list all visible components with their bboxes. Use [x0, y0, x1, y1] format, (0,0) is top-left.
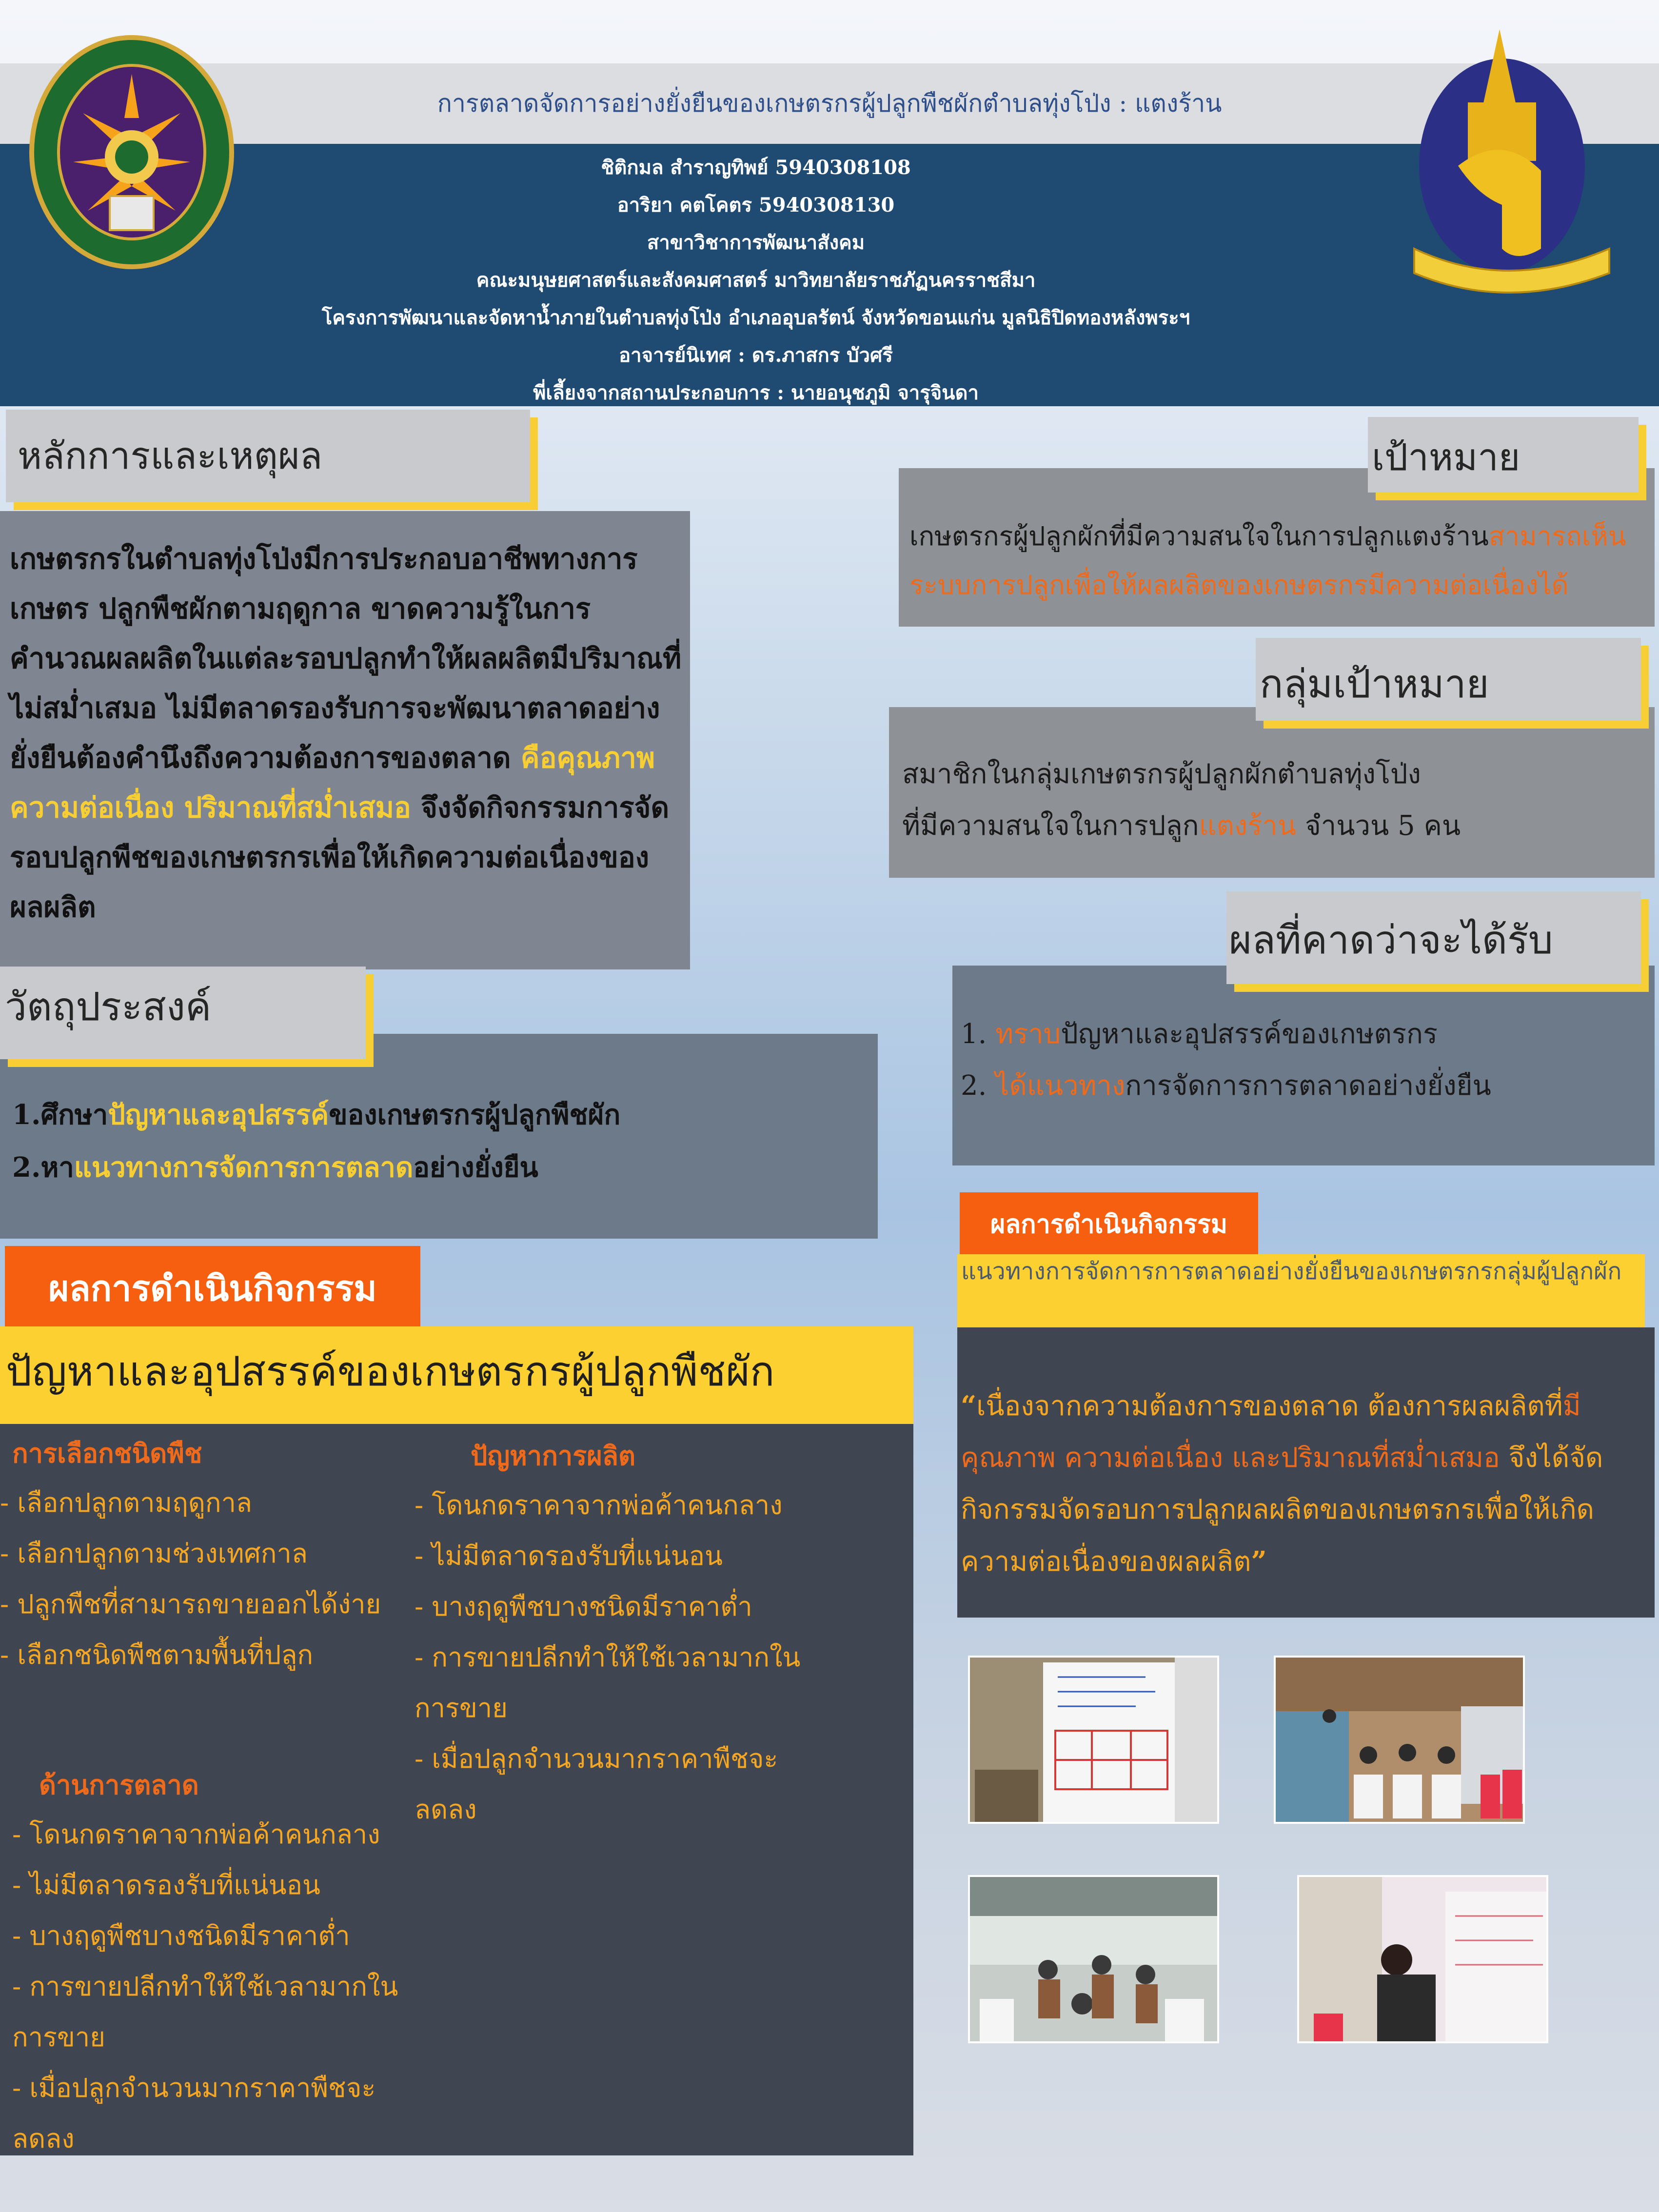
expected-item-1 [961, 1008, 1643, 1060]
expected-item-2-post: การจัดการการตลาดอย่างยั่งยืน [1125, 1070, 1491, 1102]
goal-text-a: เกษตรกรผู้ปลูกผักที่มีความสนใจในการปลูกแตงร้าน [909, 521, 1489, 552]
quote-open: “ [961, 1390, 977, 1422]
production-problem-item: - โดนกดราคาจากพ่อค้าคนกลาง [415, 1490, 783, 1521]
expected-item-1-num: 1. [961, 1018, 996, 1050]
author-info [244, 149, 1268, 412]
expected-list [961, 1008, 1643, 1112]
production-problem-item: - เมื่อปลูกจำนวนมากราคาพืชจะลดลง [415, 1743, 778, 1825]
rationale-highlight: คือคุณภาพ ความต่อเนื่อง ปริมาณที่สม่ำเสมอ [10, 741, 655, 824]
expected-item-2-num: 2. [961, 1070, 996, 1102]
expected-item-2 [961, 1060, 1643, 1112]
photo-meeting-room [1274, 1656, 1525, 1824]
target-highlight: แตงร้าน [1199, 810, 1297, 842]
project: โครงการพัฒนาและจัดหาน้ำภายในตำบลทุ่งโป่ง อำเภออุบลรัตน์ จังหวัดขอนแก่น มูลนิธิปิดทองหลังพระฯ [321, 306, 1190, 329]
university-logo [29, 35, 234, 269]
results-button-right: ผลการดำเนินกิจกรรม [960, 1192, 1258, 1257]
goal-heading: เป้าหมาย [1368, 417, 1639, 493]
objective-1-highlight: ปัญหาและอุปสรรค์ [108, 1099, 329, 1131]
plant-selection-heading: การเลือกชนิดพืช [12, 1438, 202, 1469]
col-marketing [12, 1760, 402, 2164]
marketing-item: - โดนกดราคาจากพ่อค้าคนกลาง [12, 1819, 380, 1850]
target-group-heading: กลุ่มเป้าหมาย [1256, 638, 1641, 721]
expected-heading: ผลที่คาดว่าจะได้รับ [1226, 891, 1641, 984]
rationale-heading: หลักการและเหตุผล [6, 410, 530, 502]
expected-item-2-highlight: ได้แนวทาง [995, 1070, 1126, 1102]
production-problems-heading: ปัญหาการผลิต [471, 1440, 636, 1471]
plant-selection-item: - เลือกปลูกตามฤดูกาล [0, 1487, 253, 1518]
photo-presenter [1297, 1875, 1548, 2043]
rationale-text [10, 534, 683, 932]
author-2: อาริยา คตโคตร 5940308130 [617, 194, 895, 217]
target-line-2 [902, 800, 1643, 852]
photo-whiteboard [968, 1656, 1219, 1824]
pidthong-logo [1395, 20, 1624, 302]
guideline-bar: แนวทางการจัดการการตลาดอย่างยั่งยืนของเกษตรกรกลุ่มผู้ปลูกผัก [957, 1254, 1645, 1327]
major: สาขาวิชาการพัฒนาสังคม [647, 231, 865, 254]
results-button-left: ผลการดำเนินกิจกรรม [5, 1246, 420, 1331]
problems-bar: ปัญหาและอุปสรรค์ของเกษตรกรผู้ปลูกพืชผัก [0, 1326, 913, 1424]
quote-close: ” [1251, 1545, 1267, 1578]
goal-text [909, 512, 1651, 610]
photo-discussion [968, 1875, 1219, 2043]
rationale-text-b: จึงจัดกิจกรรมการจัดรอบปลูกพืชของเกษตรกรเพื่อให้เกิดความต่อเนื่องของผลผลิต [10, 791, 670, 924]
objective-1 [12, 1088, 866, 1141]
plant-selection-item: - ปลูกพืชที่สามารถขายออกได้ง่าย [0, 1589, 381, 1620]
production-problem-item: - ไม่มีตลาดรองรับที่แน่นอน [415, 1540, 723, 1571]
objectives-heading: วัตถุประสงค์ [0, 967, 366, 1059]
objective-2-post: อย่างยั่งยืน [413, 1151, 538, 1184]
plant-selection-item: - เลือกปลูกตามช่วงเทศกาล [0, 1538, 308, 1569]
objectives-list [12, 1088, 866, 1194]
marketing-heading: ด้านการตลาด [39, 1769, 199, 1800]
author-1: ชิติกมล สำราญทิพย์ 5940308108 [601, 156, 911, 179]
faculty: คณะมนุษยศาสตร์และสังคมศาสตร์ มาวิทยาลัยราชภัฏนครราชสีมา [476, 269, 1036, 292]
objective-2-highlight: แนวทางการจัดการการตลาด [74, 1151, 414, 1184]
marketing-item: - บางฤดูพืชบางชนิดมีราคาต่ำ [12, 1920, 350, 1951]
page-title: การตลาดจัดการอย่างยั่งยืนของเกษตรกรผู้ปลูกพืชผักตำบลทุ่งโป่ง : แตงร้าน [437, 89, 1222, 118]
production-problem-item: - การขายปลีกทำให้ใช้เวลามากในการขาย [415, 1642, 801, 1723]
quote-text-b: จึงได้จัดกิจกรรมจัดรอบการปลูกผลผลิตของเกษตรกรเพื่อให้เกิดความต่อเนื่องของผลผลิต [961, 1442, 1603, 1578]
target-line-2-b: จำนวน 5 คน [1296, 810, 1461, 842]
rationale-text-a: เกษตรกรในตำบลทุ่งโป่งมีการประกอบอาชีพทางการเกษตร ปลูกพืชผักตามฤดูกาล ขาดความรู้ในการคำนวณผลผลิตในแต่ละรอบปลูกทำให้ผลผลิตมีปริมาณที่ไม่สม่ำเสมอ ไม่มีตลาดรองรับการจะพัฒนาตลาดอย่างยั่งยืนต้องคำนึงถึงความต้องการของตลาด [10, 542, 682, 774]
marketing-item: - การขายปลีกทำให้ใช้เวลามากในการขาย [12, 1971, 398, 2053]
col-plant-selection [0, 1429, 400, 1680]
objective-2 [12, 1141, 866, 1194]
quote-text [961, 1380, 1643, 1588]
target-line-1: สมาชิกในกลุ่มเกษตรกรผู้ปลูกผักตำบลทุ่งโป่ง [902, 758, 1421, 790]
marketing-item: - ไม่มีตลาดรองรับที่แน่นอน [12, 1870, 320, 1900]
quote-highlight: มีคุณภาพ ความต่อเนื่อง และปริมาณที่สม่ำเสมอ [961, 1390, 1581, 1474]
plant-selection-item: - เลือกชนิดพืชตามพื้นที่ปลูก [0, 1639, 314, 1670]
expected-item-1-highlight: ทราบ [995, 1018, 1061, 1050]
advisor: อาจารย์นิเทศ : ดร.ภาสกร บัวศรี [619, 344, 893, 367]
production-problem-item: - บางฤดูพืชบางชนิดมีราคาต่ำ [415, 1591, 752, 1622]
goal-highlight: สามารถเห็นระบบการปลูกเพื่อให้ผลผลิตของเกษตรกรมีความต่อเนื่องได้ [909, 521, 1626, 600]
mentor: พี่เลี้ยงจากสถานประกอบการ : นายอนุชภูมิ จารุจินดา [533, 381, 979, 404]
quote-text-a: เนื่องจากความต้องการของตลาด ต้องการผลผลิตที่ [976, 1390, 1563, 1422]
col-production-problems [415, 1431, 805, 1835]
objective-1-post: ของเกษตรกรผู้ปลูกพืชผัก [329, 1099, 621, 1131]
target-group-text [902, 749, 1643, 852]
marketing-item: - เมื่อปลูกจำนวนมากราคาพืชจะลดลง [12, 2073, 376, 2154]
target-line-2-a: ที่มีความสนใจในการปลูก [902, 810, 1199, 842]
expected-item-1-post: ปัญหาและอุปสรรค์ของเกษตรกร [1061, 1018, 1438, 1050]
objective-2-pre: 2.หา [12, 1151, 74, 1184]
objective-1-pre: 1.ศึกษา [12, 1099, 108, 1131]
